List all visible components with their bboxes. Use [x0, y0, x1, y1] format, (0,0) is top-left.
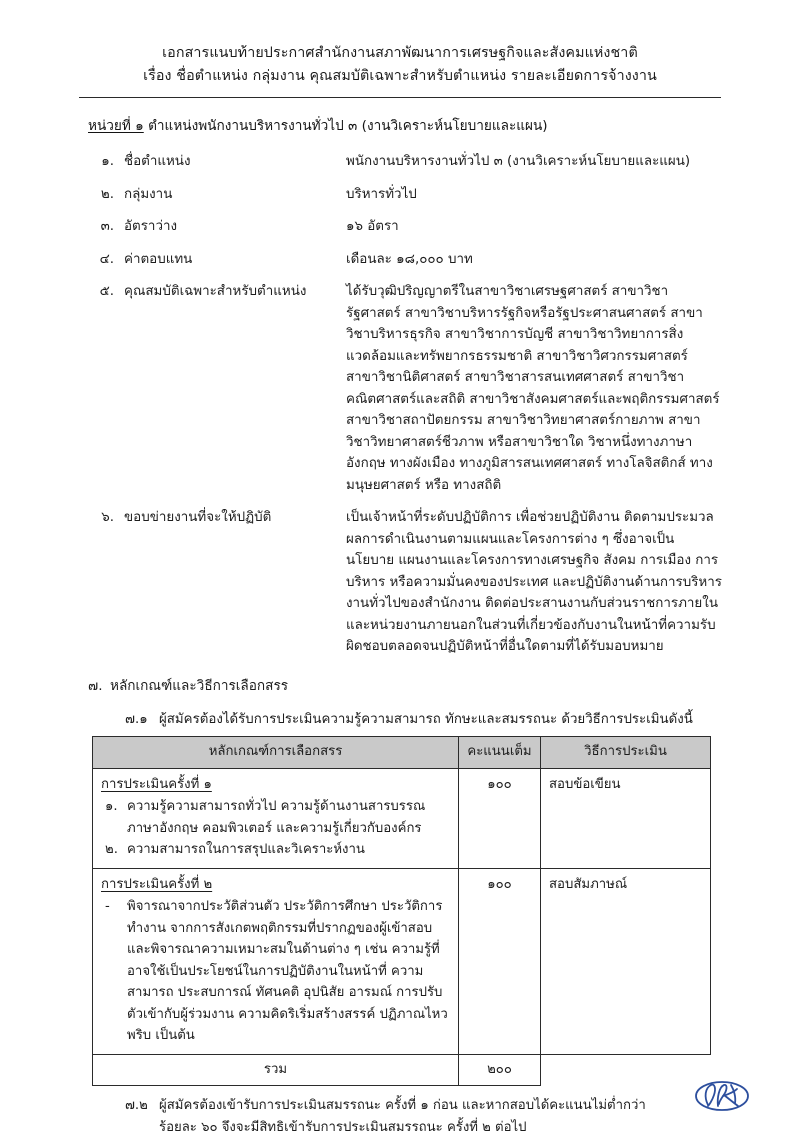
criteria-item-list — [101, 796, 450, 861]
spec-number: ๓. — [100, 219, 114, 234]
column-header-score: คะแนนเต็ม — [459, 736, 541, 768]
spec-row — [0, 249, 800, 271]
section-7-2-text: ผู้สมัครต้องเข้ารับการประเมินสมรรถนะ ครั้งที่ ๑ ก่อน และหากสอบได้คะแนนไม่ต่ำกว่า — [159, 1098, 646, 1113]
score-cell: ๑๐๐ — [459, 868, 541, 1054]
item-text: พิจารณาจากประวัติส่วนตัว ประวัติการศึกษา ประวัติการทำงาน จากการสังเกตพฤติกรรมที่ปรากฏของผู้เข้าสอบ และพิจารณาความเหมาะสมในด้านต่าง ๆ เช่น ความรู้ที่อาจใช้เป็นประโยชน์ในการปฏิบัติงานในหน้าที่ ความสามารถ ประสบการณ์ ทัศนคติ อุปนิสัย อารมณ์ การปรับตัวเข้ากับผู้ร่วมงาน ความคิดริเริ่มสร้างสรรค์ ปฏิภาณไหวพริบ เป็นต้น — [127, 899, 448, 1043]
spec-label: ชื่อตำแหน่ง — [124, 154, 191, 169]
item-text: ความรู้ความสามารถทั่วไป ความรู้ด้านงานสารบรรณ ภาษาอังกฤษ คอมพิวเตอร์ และความรู้เกี่ยวกับองค์กร — [127, 799, 426, 836]
table-row — [93, 768, 711, 868]
spec-number: ๑. — [101, 154, 114, 169]
criteria-cell-round-1 — [93, 768, 459, 868]
list-item — [101, 839, 450, 861]
spec-label: ขอบข่ายงานที่จะให้ปฏิบัติ — [124, 510, 272, 525]
spec-value: บริหารทั่วไป — [346, 186, 417, 202]
specification-list — [0, 151, 800, 658]
criteria-item-list — [101, 896, 450, 1047]
total-label: รวม — [93, 1054, 459, 1086]
spec-row — [0, 216, 800, 238]
table-row — [93, 868, 711, 1054]
unit-label: หน่วยที่ ๑ — [88, 118, 144, 134]
spec-row-qualifications — [0, 281, 800, 496]
document-header — [0, 0, 800, 88]
spec-value: ๑๖ อัตรา — [346, 219, 399, 234]
list-item — [101, 796, 450, 839]
method-cell: สอบข้อเขียน — [541, 768, 711, 868]
spec-row — [0, 184, 800, 206]
item-index: ๒. — [105, 842, 118, 857]
section-7-2-text-cont: ร้อยละ ๖๐ จึงจะมีสิทธิเข้ารับการประเมินสมรรถนะ ครั้งที่ ๒ ต่อไป — [159, 1120, 527, 1135]
spec-value: เป็นเจ้าหน้าที่ระดับปฏิบัติการ เพื่อช่วยปฏิบัติงาน ติดตามประมวลผลการดำเนินงานตามแผนและโครงการต่าง ๆ ซึ่งอาจเป็นนโยบาย แผนงานและโครงการทางเศรษฐกิจ สังคม การเมือง การบริหาร หรือความมั่นคงของประเทศ และปฏิบัติงานด้านการบริหารงานทั่วไปของสำนักงาน ติดต่อประสานงานกับส่วนราชการภายใน และหน่วยงานภายนอกในส่วนที่เกี่ยวข้องกับงานในหน้าที่ความรับผิดชอบตลอดจนปฏิบัติหน้าที่อื่นใดตามที่ได้รับมอบหมาย — [346, 510, 722, 654]
criteria-table — [92, 736, 711, 1087]
section-7-2 — [125, 1095, 722, 1139]
title-divider — [79, 97, 721, 98]
section-7-2-number: ๗.๒ — [125, 1098, 148, 1113]
item-text: ความสามารถในการสรุปและวิเคราะห์งาน — [127, 842, 365, 857]
unit-heading — [88, 114, 800, 136]
table-header-row — [93, 736, 711, 768]
section-7-title: หลักเกณฑ์และวิธีการเลือกสรร — [110, 677, 289, 694]
header-line-1: เอกสารแนบท้ายประกาศสำนักงานสภาพัฒนาการเศรษฐกิจและสังคมแห่งชาติ — [162, 45, 638, 61]
section-7-heading — [88, 674, 800, 696]
spec-label: คุณสมบัติเฉพาะสำหรับตำแหน่ง — [124, 284, 307, 299]
total-blank-cell — [541, 1054, 711, 1086]
unit-title: ตำแหน่งพนักงานบริหารงานทั่วไป ๓ (งานวิเคราะห์นโยบายและแผน) — [148, 118, 548, 134]
spec-row-job-scope — [0, 507, 800, 658]
round-title: การประเมินครั้งที่ ๒ — [101, 876, 213, 892]
spec-row — [0, 151, 800, 173]
spec-label: อัตราว่าง — [124, 219, 178, 234]
spec-number: ๒. — [100, 186, 114, 202]
spec-value: ได้รับวุฒิปริญญาตรีในสาขาวิชาเศรษฐศาสตร์ สาขาวิชารัฐศาสตร์ สาขาวิชาบริหารรัฐกิจหรือรัฐประศาสนศาสตร์ สาขาวิชาบริหารธุรกิจ สาขาวิชาการบัญชี สาขาวิชาวิทยาการสิ่งแวดล้อมและทรัพยากรธรรมชาติ สาขาวิชาวิศวกรรมศาสตร์ สาขาวิชานิติศาสตร์ สาขาวิชาสารสนเทศศาสตร์ สาขาวิชาคณิตศาสตร์และสถิติ สาขาวิชาสังคมศาสตร์และพฤติกรรมศาสตร์ สาขาวิชาสถาปัตยกรรม สาขาวิชาวิทยาศาสตร์กายภาพ สาขาวิชาวิทยาศาสตร์ชีวภาพ หรือสาขาวิชาใด วิชาหนึ่งทางภาษาอังกฤษ ทางผังเมือง ทางภูมิสารสนเทศศาสตร์ ทางโลจิสติกส์ ทางมนุษยศาสตร์ หรือ ทางสถิติ — [346, 284, 720, 493]
spec-number: ๔. — [99, 251, 114, 267]
section-7-1-text: ผู้สมัครต้องได้รับการประเมินความรู้ความสามารถ ทักษะและสมรรถนะ ด้วยวิธีการประเมินดังนี้ — [159, 711, 693, 727]
section-7-1 — [125, 708, 800, 729]
section-7-1-number: ๗.๑ — [125, 711, 148, 727]
spec-label: ค่าตอบแทน — [124, 251, 193, 267]
section-7-number: ๗. — [88, 677, 103, 694]
column-header-criteria: หลักเกณฑ์การเลือกสรร — [93, 736, 459, 768]
table-total-row — [93, 1054, 711, 1086]
round-title: การประเมินครั้งที่ ๑ — [101, 776, 212, 792]
item-bullet: - — [105, 899, 110, 914]
header-line-2: เรื่อง ชื่อตำแหน่ง กลุ่มงาน คุณสมบัติเฉพาะสำหรับตำแหน่ง รายละเอียดการจ้างงาน — [143, 68, 657, 84]
list-item — [101, 896, 450, 1047]
criteria-cell-round-2 — [93, 868, 459, 1054]
spec-number: ๖. — [101, 510, 114, 525]
spec-value: เดือนละ ๑๘,๐๐๐ บาท — [346, 251, 473, 267]
spec-label: กลุ่มงาน — [124, 186, 173, 202]
method-cell: สอบสัมภาษณ์ — [541, 868, 711, 1054]
column-header-method: วิธีการประเมิน — [541, 736, 711, 768]
item-index: ๑. — [105, 799, 118, 814]
spec-number: ๕. — [99, 284, 114, 299]
spec-value: พนักงานบริหารงานทั่วไป ๓ (งานวิเคราะห์นโยบายและแผน) — [346, 154, 691, 169]
score-cell: ๑๐๐ — [459, 768, 541, 868]
total-score: ๒๐๐ — [459, 1054, 541, 1086]
